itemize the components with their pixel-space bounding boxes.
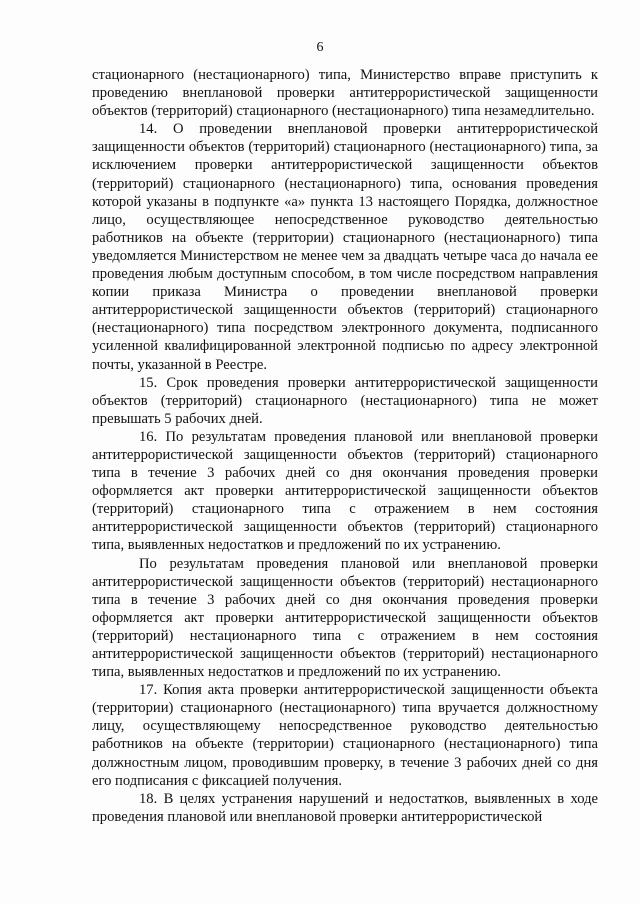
paragraph-14: 14. О проведении внеплановой проверки антитеррористической защищенности объектов (территорий) стационарного (нестационарного) типа, за исключением проверки антитеррористической защищенности объектов (территорий) стационарного (нестационарного) типа, основания проведения которой указаны в подпункте «а» пункта 13 настоящего Порядка, должностное лицо, осуществляющее непосредственное руководство деятельностью работников на объекте (территории) стационарного (нестационарного) типа уведомляется Министерством не менее чем за двадцать четыре часа до начала ее проведения любым доступным способом, в том числе посредством направления копии приказа Министра о проведении внеплановой проверки антитеррористической защищенности объектов (территорий) стационарного (нестационарного) типа посредством электронного документа, подписанного усиленной квалифицированной электронной подписью по адресу электронной почты, указанной в Реестре.	[92, 121, 598, 373]
paragraph-16-continued: По результатам проведения плановой или внеплановой проверки антитеррористической защищенности объектов (территорий) нестационарного типа в течение 3 рабочих дней со дня окончания проведения проверки оформляется акт проверки антитеррористической защищенности объектов (территорий) нестационарного типа с отражением в нем состояния антитеррористической защищенности объектов (территорий) нестационарного типа, выявленных недостатков и предложений по их устранению.	[92, 555, 598, 681]
paragraph-16: 16. По результатам проведения плановой или внеплановой проверки антитеррористической защищенности объектов (территорий) стационарного типа в течение 3 рабочих дней со дня окончания проведения проверки оформляется акт проверки антитеррористической защищенности объектов (территорий) стационарного типа с отражением в нем состояния антитеррористической защищенности объектов (территорий) стационарного типа, выявленных недостатков и предложений по их устранению.	[92, 428, 598, 554]
page-number: 6	[316, 40, 324, 55]
paragraph-17: 17. Копия акта проверки антитеррористической защищенности объекта (территории) стационарного (нестационарного) типа вручается должностному лицу, осуществляющему непосредственное руководство деятельностью работников на объекте (территории) стационарного (нестационарного) типа должностным лицом, проводившим проверку, в течение 3 рабочих дней со дня его подписания с фиксацией получения.	[92, 682, 598, 789]
paragraph-18: 18. В целях устранения нарушений и недостатков, выявленных в ходе проведения плановой или внеплановой проверки антитеррористической	[92, 790, 598, 825]
paragraph-continuation: стационарного (нестационарного) типа, Министерство вправе приступить к проведению внеплановой проверки антитеррористической защищенности объектов (территорий) стационарного (нестационарного) типа незамедлительно.	[92, 67, 598, 120]
document-body	[92, 66, 598, 826]
paragraph-15: 15. Срок проведения проверки антитеррористической защищенности объектов (территорий) стационарного (нестационарного) типа не может превышать 5 рабочих дней.	[92, 374, 598, 427]
